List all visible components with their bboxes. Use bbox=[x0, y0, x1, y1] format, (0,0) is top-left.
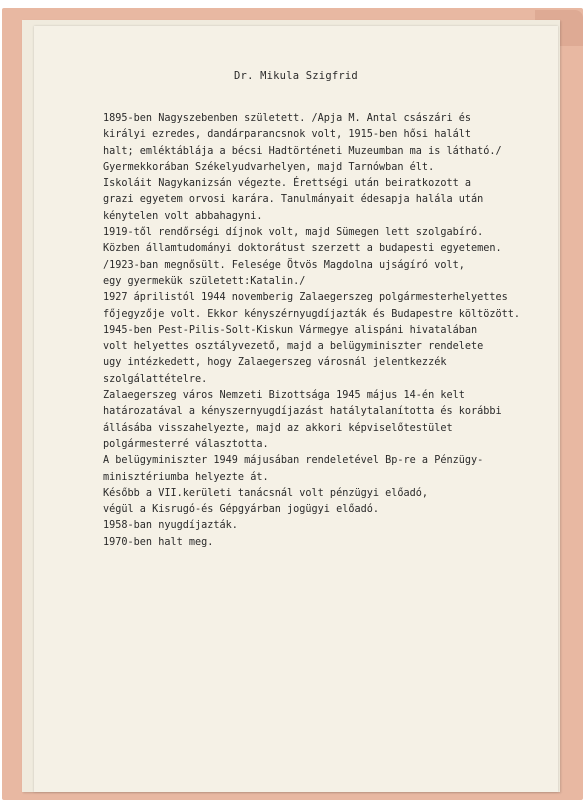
text-line: határozatával a kényszernyugdíjazást hatálytalanította és korábbi bbox=[103, 406, 502, 418]
text-line: Később a VII.kerületi tanácsnál volt pénzügyi előadó, bbox=[103, 487, 429, 499]
text-line: Közben államtudományi doktorátust szerzett a budapesti egyetemen. bbox=[103, 243, 502, 255]
text-line: főjegyzője volt. Ekkor kényszérnyugdíjazták és Budapestre költözött. bbox=[103, 308, 521, 320]
text-line: 1927 áprilistól 1944 novemberig Zalaegerszeg polgármesterhelyettes bbox=[103, 292, 508, 304]
text-line: minisztériumba helyezte át. bbox=[103, 471, 269, 483]
text-line: 1958-ban nyugdíjazták. bbox=[103, 520, 238, 532]
text-line: állásába visszahelyezte, majd az akkori képviselőtestület bbox=[103, 422, 453, 434]
text-line: grazi egyetem orvosi karára. Tanulmányait édesapja halála után bbox=[103, 194, 484, 206]
text-line: királyi ezredes, dandárparancsnok volt, 1915-ben hősi halált bbox=[103, 129, 472, 141]
text-line: ugy intézkedett, hogy Zalaegerszeg városnál jelentkezzék bbox=[103, 357, 447, 369]
text-line: Iskoláit Nagykanizsán végezte. Érettségi után beiratkozott a bbox=[103, 178, 472, 190]
text-line: egy gyermekük született:Katalin./ bbox=[103, 275, 306, 287]
text-line: /1923-ban megnősült. Felesége Ötvös Magdolna ujságíró volt, bbox=[103, 259, 465, 271]
text-line: Zalaegerszeg város Nemzeti Bizottsága 1945 május 14-én kelt bbox=[103, 390, 465, 402]
text-line: 1945-ben Pest-Pilis-Solt-Kiskun Vármegye alispáni hivatalában bbox=[103, 324, 478, 336]
page-title: Dr. Mikula Szigfrid bbox=[234, 70, 358, 82]
text-line: volt helyettes osztályvezető, majd a belügyminiszter rendelete bbox=[103, 341, 484, 353]
text-line: Gyermekkorában Székelyudvarhelyen, majd Tarnówban élt. bbox=[103, 161, 435, 173]
text-line: végül a Kisrugó-és Gépgyárban jogügyi előadó. bbox=[103, 504, 380, 516]
text-line: A belügyminiszter 1949 májusában rendeletével Bp-re a Pénzügy- bbox=[103, 455, 484, 467]
typewritten-page bbox=[34, 26, 558, 792]
text-line: polgármesterré választotta. bbox=[103, 438, 269, 450]
text-line: kénytelen volt abbahagyni. bbox=[103, 210, 263, 222]
text-line: 1919-től rendőrségi díjnok volt, majd Sümegen lett szolgabíró. bbox=[103, 227, 484, 239]
text-line: szolgálattételre. bbox=[103, 373, 208, 385]
biography-text bbox=[103, 111, 548, 551]
text-line: 1895-ben Nagyszebenben született. /Apja M. Antal császári és bbox=[103, 113, 472, 124]
text-line: 1970-ben halt meg. bbox=[103, 536, 214, 548]
text-line: halt; emléktáblája a bécsi Hadtörténeti Muzeumban ma is látható./ bbox=[103, 145, 502, 157]
